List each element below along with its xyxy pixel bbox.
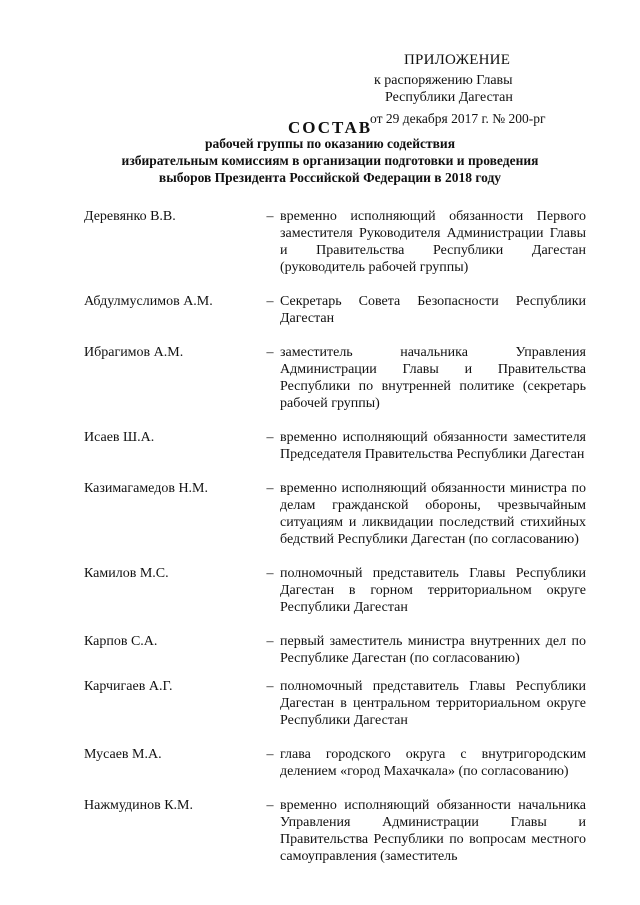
- dash-separator: –: [266, 566, 274, 581]
- dash-separator: –: [266, 747, 274, 762]
- member-row: [84, 293, 594, 327]
- member-list: [84, 208, 594, 879]
- appendix-reference-line: к распоряжению Главы: [374, 73, 513, 88]
- member-row: [84, 480, 594, 548]
- subheading-line: избирательным комиссиям в организации подготовки и проведения: [121, 153, 539, 168]
- dash-separator: –: [266, 345, 274, 360]
- member-description: Секретарь Совета Безопасности Республики Дагестан: [280, 294, 586, 326]
- member-row: [84, 678, 594, 729]
- document-subheading: [60, 135, 600, 186]
- dash-separator: –: [266, 481, 274, 496]
- member-name: Деревянко В.В.: [84, 209, 176, 224]
- member-row: [84, 344, 594, 412]
- member-name: Камилов М.С.: [84, 566, 169, 581]
- dash-separator: –: [266, 634, 274, 649]
- dash-separator: –: [266, 294, 274, 309]
- member-row: [84, 429, 594, 463]
- dash-separator: –: [266, 798, 274, 813]
- subheading-line: рабочей группы по оказанию содействия: [204, 136, 456, 151]
- member-description: глава городского округа с внутригородским делением «город Махачкала» (по согласованию): [280, 747, 586, 779]
- appendix-region-line: Республики Дагестан: [385, 90, 513, 105]
- member-description: временно исполняющий обязанности министра по делам гражданской обороны, чрезвычайным ситуациям и ликвидации последствий стихийных бедствий Республики Дагестан (по согласованию): [280, 481, 586, 547]
- member-name: Карчигаев А.Г.: [84, 679, 173, 694]
- member-description: полномочный представитель Главы Республики Дагестан в горном территориальном округе Республики Дагестан: [280, 566, 586, 615]
- member-row: [84, 797, 594, 865]
- member-description: полномочный представитель Главы Республики Дагестан в центральном территориальном округе Республики Дагестан: [280, 679, 586, 728]
- member-description: временно исполняющий обязанности начальника Управления Администрации Главы и Правительства Республики по вопросам местного самоуправления (заместитель: [280, 798, 586, 864]
- dash-separator: –: [266, 209, 274, 224]
- member-name: Карпов С.А.: [84, 634, 158, 649]
- member-name: Нажмудинов К.М.: [84, 798, 193, 813]
- appendix-title: ПРИЛОЖЕНИЕ: [404, 52, 511, 68]
- dash-separator: –: [266, 679, 274, 694]
- member-description: первый заместитель министра внутренних дел по Республике Дагестан (по согласованию): [280, 634, 586, 666]
- member-description: временно исполняющий обязанности заместителя Председателя Правительства Республики Дагестан: [280, 430, 586, 462]
- member-name: Ибрагимов А.М.: [84, 345, 184, 360]
- member-name: Казимагамедов Н.М.: [84, 481, 209, 496]
- member-row: [84, 208, 594, 276]
- appendix-date-line: от 29 декабря 2017 г. № 200-рг: [370, 111, 546, 126]
- member-description: временно исполняющий обязанности Первого заместителя Руководителя Администрации Главы и Правительства Республики Дагестан (руководитель рабочей группы): [280, 209, 586, 275]
- member-name: Исаев Ш.А.: [84, 430, 155, 445]
- member-name: Мусаев М.А.: [84, 747, 162, 762]
- member-description: заместитель начальника Управления Администрации Главы и Правительства Республики по внутренней политике (секретарь рабочей группы): [280, 345, 586, 411]
- member-row: [84, 746, 594, 780]
- member-name: Абдулмуслимов А.М.: [84, 294, 213, 309]
- subheading-line: выборов Президента Российской Федерации в 2018 году: [158, 170, 502, 185]
- member-row: [84, 565, 594, 616]
- member-row: [84, 633, 594, 667]
- dash-separator: –: [266, 430, 274, 445]
- document-heading: СОСТАВ: [288, 118, 373, 137]
